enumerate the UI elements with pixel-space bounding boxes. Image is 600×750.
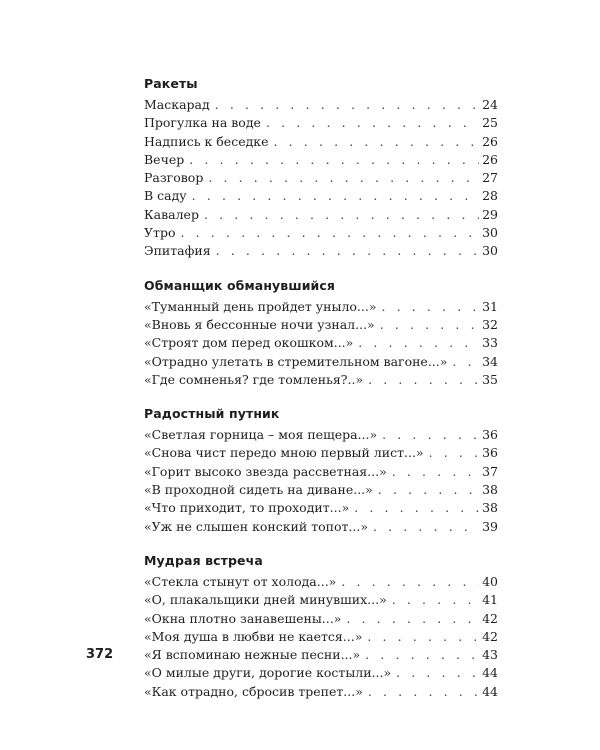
dot-leader — [215, 96, 479, 114]
section-title: Радостный путник — [144, 406, 280, 422]
entry-page: 32 — [482, 316, 498, 332]
page-number: 372 — [86, 647, 114, 662]
dot-leader — [192, 187, 479, 205]
entry-page: 39 — [482, 518, 498, 534]
section-title: Ракеты — [144, 76, 198, 91]
entry-page: 27 — [482, 170, 498, 186]
toc-entry — [144, 664, 498, 682]
entry-title: Маскарад — [144, 97, 210, 112]
dot-leader — [365, 646, 479, 664]
dot-leader — [452, 353, 479, 371]
entry-title: «Туманный день пройдет уныло...» — [144, 298, 377, 314]
dot-leader — [341, 573, 479, 591]
entry-title: «Уж не слышен конский топот...» — [144, 518, 368, 534]
dot-leader — [189, 151, 479, 169]
entry-title: Разговор — [144, 170, 204, 186]
toc-entry — [144, 206, 498, 224]
entry-page: 42 — [482, 628, 498, 644]
entry-title: «Что приходит, то проходит...» — [144, 500, 350, 516]
dot-leader — [373, 518, 479, 536]
entry-title: «Как отрадно, сбросив трепет...» — [144, 683, 363, 699]
entry-title: «В проходной сидеть на диване...» — [144, 482, 373, 498]
toc-section-radostny-putnik — [144, 404, 498, 536]
toc-entry — [144, 133, 498, 151]
dot-leader — [381, 298, 479, 316]
entry-page: 42 — [482, 610, 498, 626]
section-title: Мудрая встреча — [144, 552, 263, 568]
table-of-contents — [144, 74, 498, 716]
toc-entry — [144, 316, 498, 334]
entry-title: «Вновь я бессонные ночи узнал...» — [144, 316, 375, 332]
dot-leader — [216, 242, 479, 260]
toc-entry — [144, 187, 498, 205]
entry-page: 36 — [482, 427, 498, 443]
toc-entry — [144, 334, 498, 352]
entry-page: 37 — [482, 463, 498, 479]
entry-page: 40 — [482, 573, 498, 589]
toc-entry — [144, 591, 498, 609]
entry-title: «О, плакальщики дней минувших...» — [144, 592, 387, 608]
entry-page: 29 — [482, 206, 498, 222]
toc-entry — [144, 499, 498, 517]
entry-page: 26 — [482, 151, 498, 167]
dot-leader — [382, 426, 479, 444]
toc-entry — [144, 481, 498, 499]
dot-leader — [208, 169, 479, 187]
dot-leader — [392, 591, 479, 609]
entry-title: Надпись к беседке — [144, 133, 269, 149]
entry-page: 24 — [482, 97, 498, 112]
entry-title: «Светлая горница – моя пещера...» — [144, 427, 378, 443]
toc-section-rakety — [144, 74, 498, 261]
entry-title: «Где сомненья? где томленья?..» — [144, 371, 364, 387]
toc-entry — [144, 169, 498, 187]
dot-leader — [396, 664, 479, 682]
entry-page: 30 — [482, 225, 498, 241]
section-title: Обманщик обманувшийся — [144, 277, 336, 293]
toc-entry — [144, 628, 498, 646]
dot-leader — [358, 334, 479, 352]
entry-title: Утро — [144, 225, 176, 241]
entry-title: Эпитафия — [144, 243, 211, 259]
entry-page: 30 — [482, 243, 498, 259]
entry-page: 34 — [482, 353, 498, 369]
toc-entry — [144, 683, 498, 701]
entry-title: «Снова чист передо мною первый лист...» — [144, 445, 424, 461]
toc-entry — [144, 573, 498, 591]
entry-title: «Моя душа в любви не кается...» — [144, 628, 363, 644]
toc-entry — [144, 610, 498, 628]
toc-section-mudraya-vstrecha — [144, 551, 498, 701]
toc-entry — [144, 224, 498, 242]
entry-page: 26 — [482, 133, 498, 149]
dot-leader — [204, 206, 479, 224]
dot-leader — [368, 371, 479, 389]
entry-page: 36 — [482, 445, 498, 461]
toc-entry — [144, 96, 498, 114]
toc-entry — [144, 463, 498, 481]
toc-section-obmanshchik — [144, 276, 498, 389]
entry-page: 28 — [482, 188, 498, 204]
dot-leader — [367, 628, 479, 646]
entry-page: 38 — [482, 482, 498, 498]
entry-page: 44 — [482, 683, 498, 699]
entry-title: «Я вспоминаю нежные песни...» — [144, 647, 361, 663]
dot-leader — [368, 683, 479, 701]
entry-title: «Окна плотно занавешены...» — [144, 610, 342, 626]
entry-title: В саду — [144, 188, 187, 204]
entry-page: 33 — [482, 335, 498, 351]
toc-entry — [144, 444, 498, 462]
entry-title: Кавалер — [144, 206, 199, 222]
dot-leader — [354, 499, 479, 517]
entry-title: «Стекла стынут от холода...» — [144, 573, 337, 589]
toc-entry — [144, 151, 498, 169]
entry-page: 41 — [482, 592, 498, 608]
entry-page: 44 — [482, 665, 498, 681]
entry-page: 35 — [482, 371, 498, 387]
entry-page: 43 — [482, 647, 498, 663]
entry-page: 25 — [482, 115, 498, 131]
toc-entry — [144, 518, 498, 536]
dot-leader — [380, 316, 479, 334]
dot-leader — [346, 610, 479, 628]
toc-entry — [144, 426, 498, 444]
entry-page: 38 — [482, 500, 498, 516]
entry-title: Прогулка на воде — [144, 115, 261, 131]
toc-entry — [144, 646, 498, 664]
toc-entry — [144, 298, 498, 316]
dot-leader — [180, 224, 479, 242]
entry-title: «Отрадно улетать в стремительном вагоне...» — [144, 353, 448, 369]
entry-page: 31 — [482, 298, 498, 314]
entry-title: «Строят дом перед окошком...» — [144, 335, 354, 351]
entry-title: «О милые други, дорогие костыли...» — [144, 665, 392, 681]
toc-entry — [144, 371, 498, 389]
toc-entry — [144, 353, 498, 371]
entry-title: Вечер — [144, 151, 185, 167]
toc-entry — [144, 242, 498, 260]
dot-leader — [274, 133, 479, 151]
dot-leader — [266, 114, 479, 132]
dot-leader — [378, 481, 479, 499]
entry-title: «Горит высоко звезда рассветная...» — [144, 463, 387, 479]
dot-leader — [392, 463, 479, 481]
dot-leader — [429, 444, 479, 462]
toc-entry — [144, 114, 498, 132]
